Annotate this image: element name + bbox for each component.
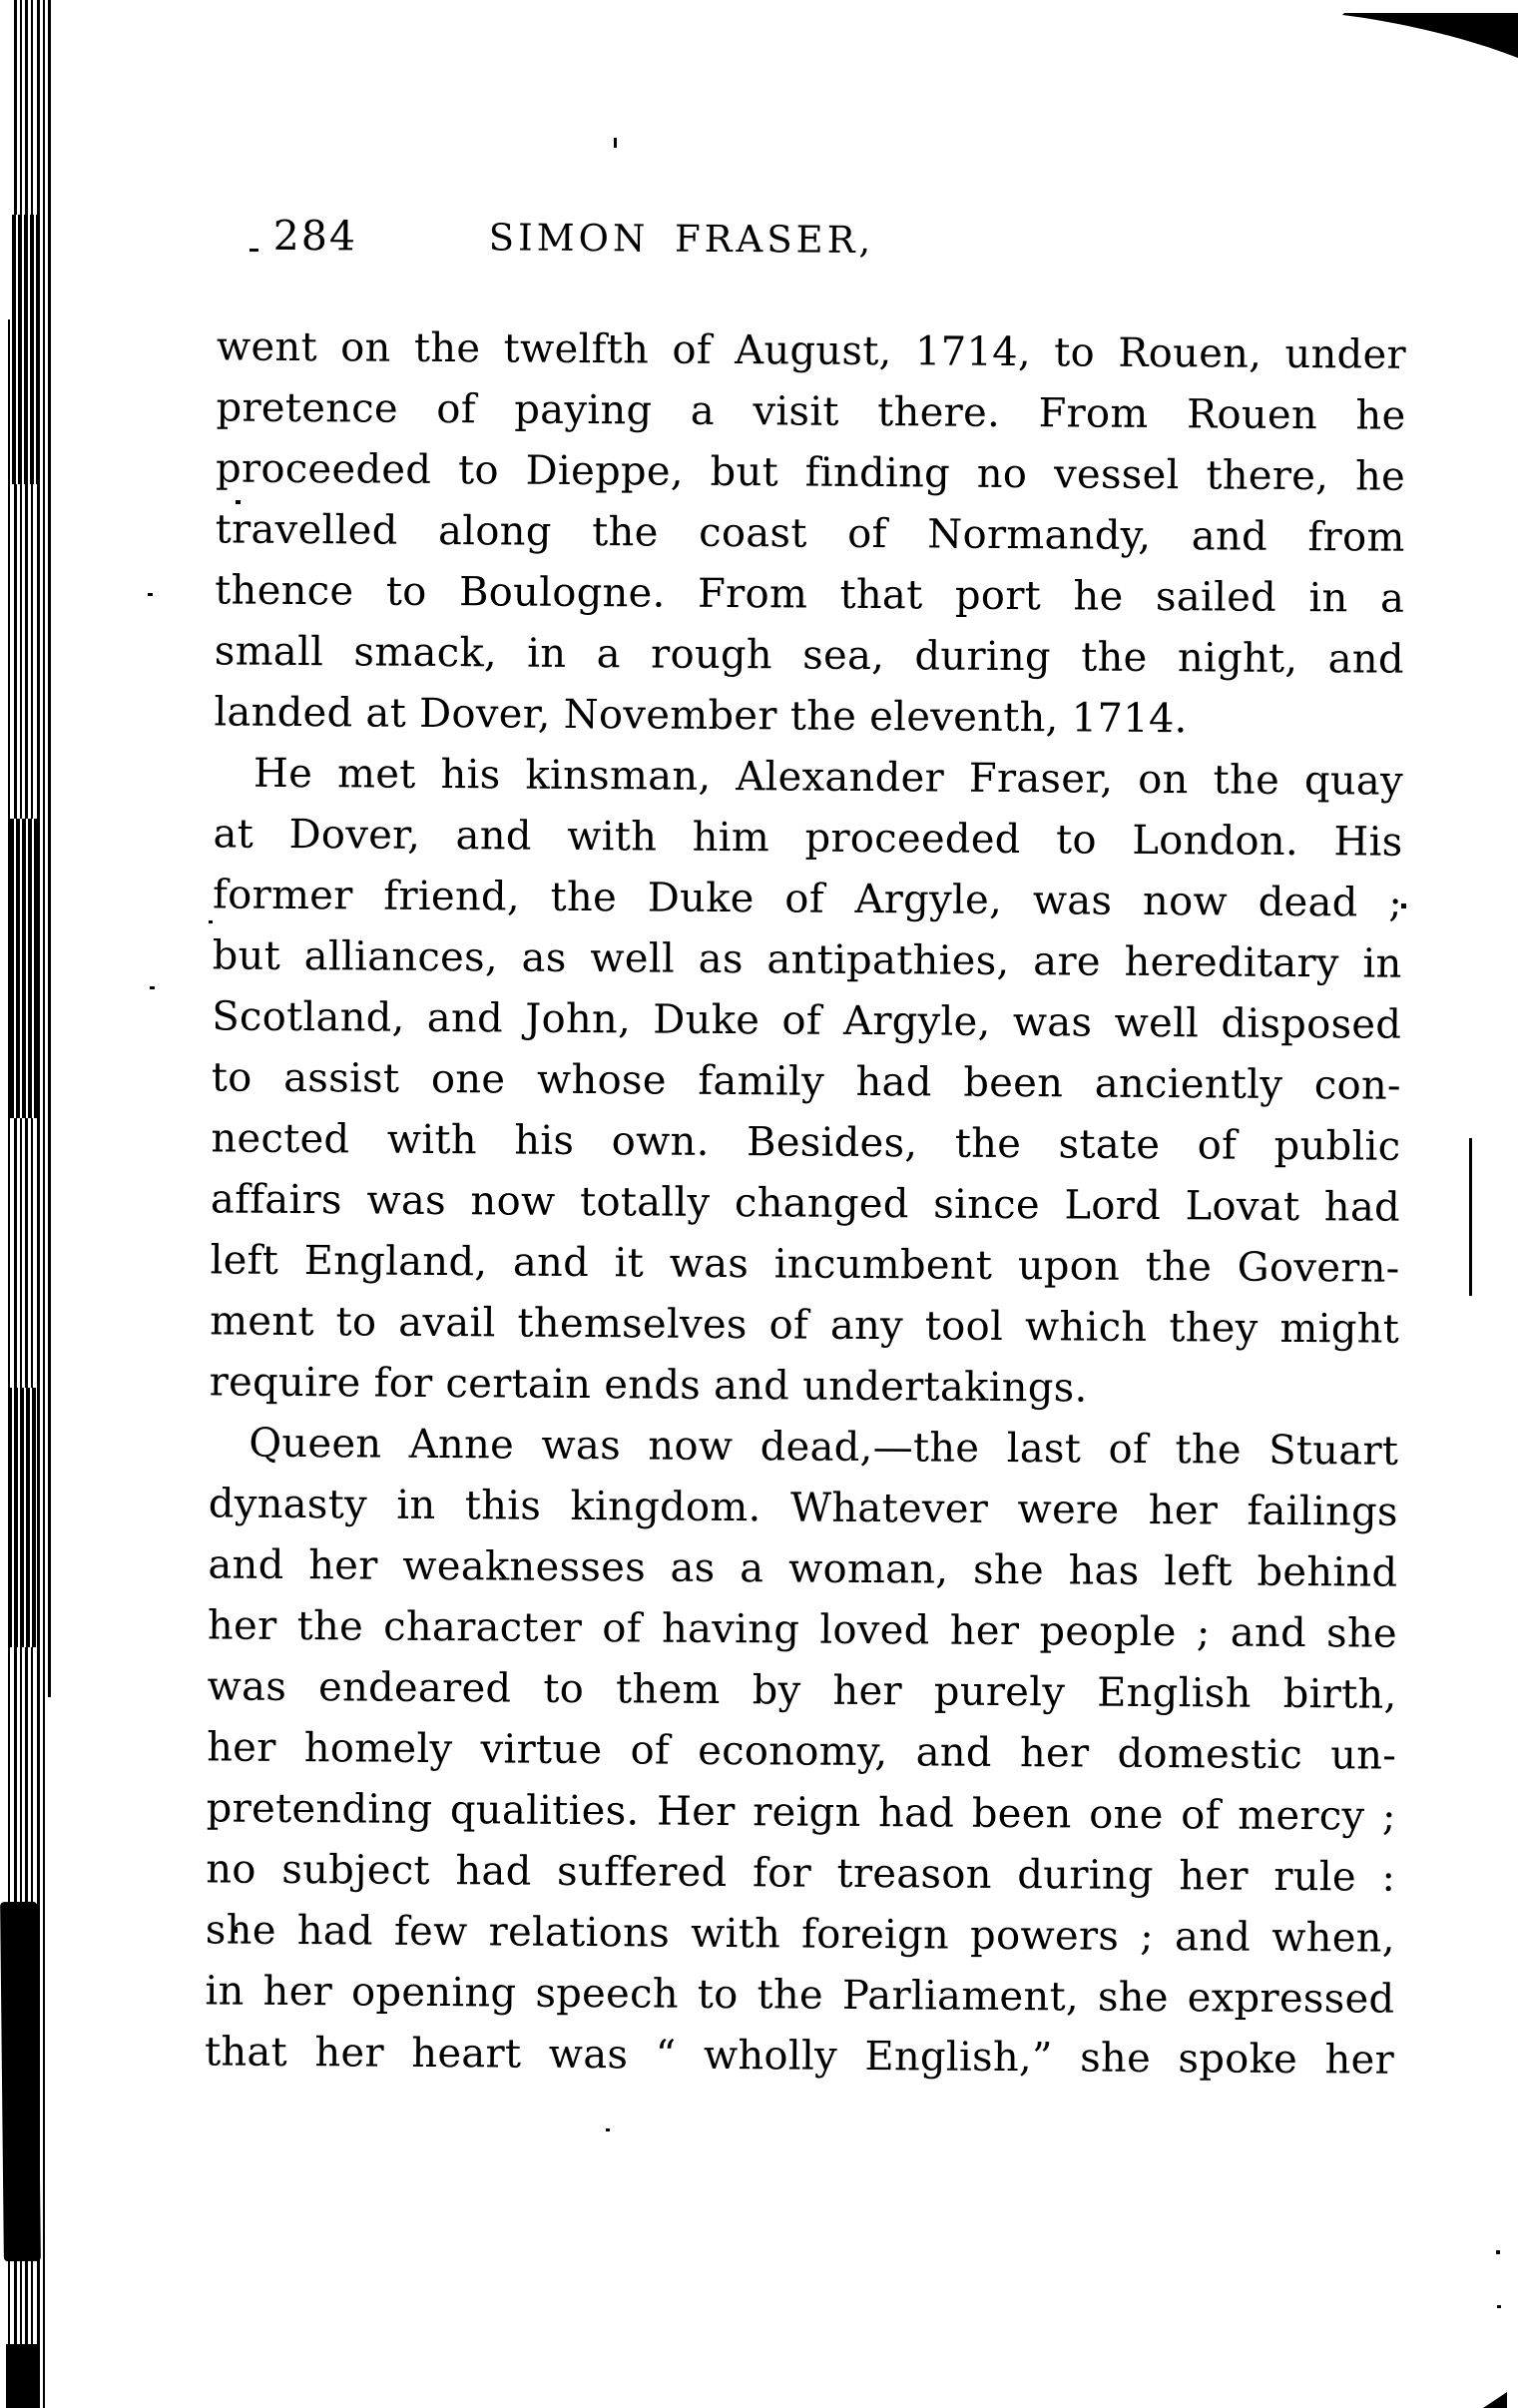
text-line: travelled along the coast of Normandy, and from: [215, 506, 1405, 561]
text-line: that her heart was “ wholly English,” she spoke her: [204, 2029, 1395, 2084]
text-line: ment to avail themselves of any tool which they might: [209, 1298, 1400, 1353]
text-line: nected with his own. Besides, the state of public: [211, 1115, 1401, 1170]
text-line: went on the twelfth of August, 1714, to Rouen, under: [216, 323, 1407, 378]
text-line: He met his kinsman, Alexander Fraser, on the quay: [253, 750, 1404, 805]
text-line: to assist one whose family had been anciently con-: [211, 1054, 1401, 1109]
running-header-title: SIMON FRASER,: [488, 216, 875, 263]
text-line: small smack, in a rough sea, during the night, and: [214, 628, 1404, 683]
text-line: and her weaknesses as a woman, she has left behind: [208, 1541, 1398, 1596]
text-line: but alliances, as well as antipathies, are hereditary in: [212, 932, 1402, 987]
text-line: was endeared to them by her purely English birth,: [207, 1663, 1397, 1718]
text-line: former friend, the Duke of Argyle, was now dead ;: [212, 872, 1403, 926]
text-line: her the character of having loved her people ; and she: [207, 1602, 1398, 1657]
text-line: require for certain ends and undertakings.: [209, 1359, 1088, 1412]
text-line: pretending qualities. Her reign had been one of mercy ;: [206, 1785, 1396, 1840]
text-line: pretence of paying a visit there. From Rouen he: [216, 384, 1406, 439]
body-text: [205, 316, 1406, 2091]
page-header: [218, 211, 1407, 269]
text-line: she had few relations with foreign powers ; and when,: [205, 1907, 1396, 1962]
text-line: thence to Boulogne. From that port he sailed in a: [215, 567, 1405, 622]
text-line: in her opening speech to the Parliament, she expressed: [205, 1968, 1395, 2023]
text-line: dynasty in this kingdom. Whatever were her failings: [208, 1481, 1399, 1535]
text-line: landed at Dover, November the eleventh, 1714.: [214, 689, 1188, 743]
text-line: Queen Anne was now dead,—the last of the Stuart: [249, 1420, 1399, 1475]
page-number: 284: [272, 211, 358, 261]
text-line: affairs was now totally changed since Lord Lovat had: [210, 1176, 1401, 1231]
text-line: proceeded to Dieppe, but finding no vessel there, he: [215, 445, 1406, 500]
text-line: her homely virtue of economy, and her domestic un-: [207, 1724, 1397, 1779]
text-line: left England, and it was incumbent upon the Govern-: [210, 1237, 1400, 1292]
text-line: Scotland, and John, Duke of Argyle, was well disposed: [212, 993, 1402, 1048]
text-line: at Dover, and with him proceeded to London. His: [213, 811, 1403, 866]
text-line: no subject had suffered for treason during her rule :: [206, 1846, 1396, 1901]
